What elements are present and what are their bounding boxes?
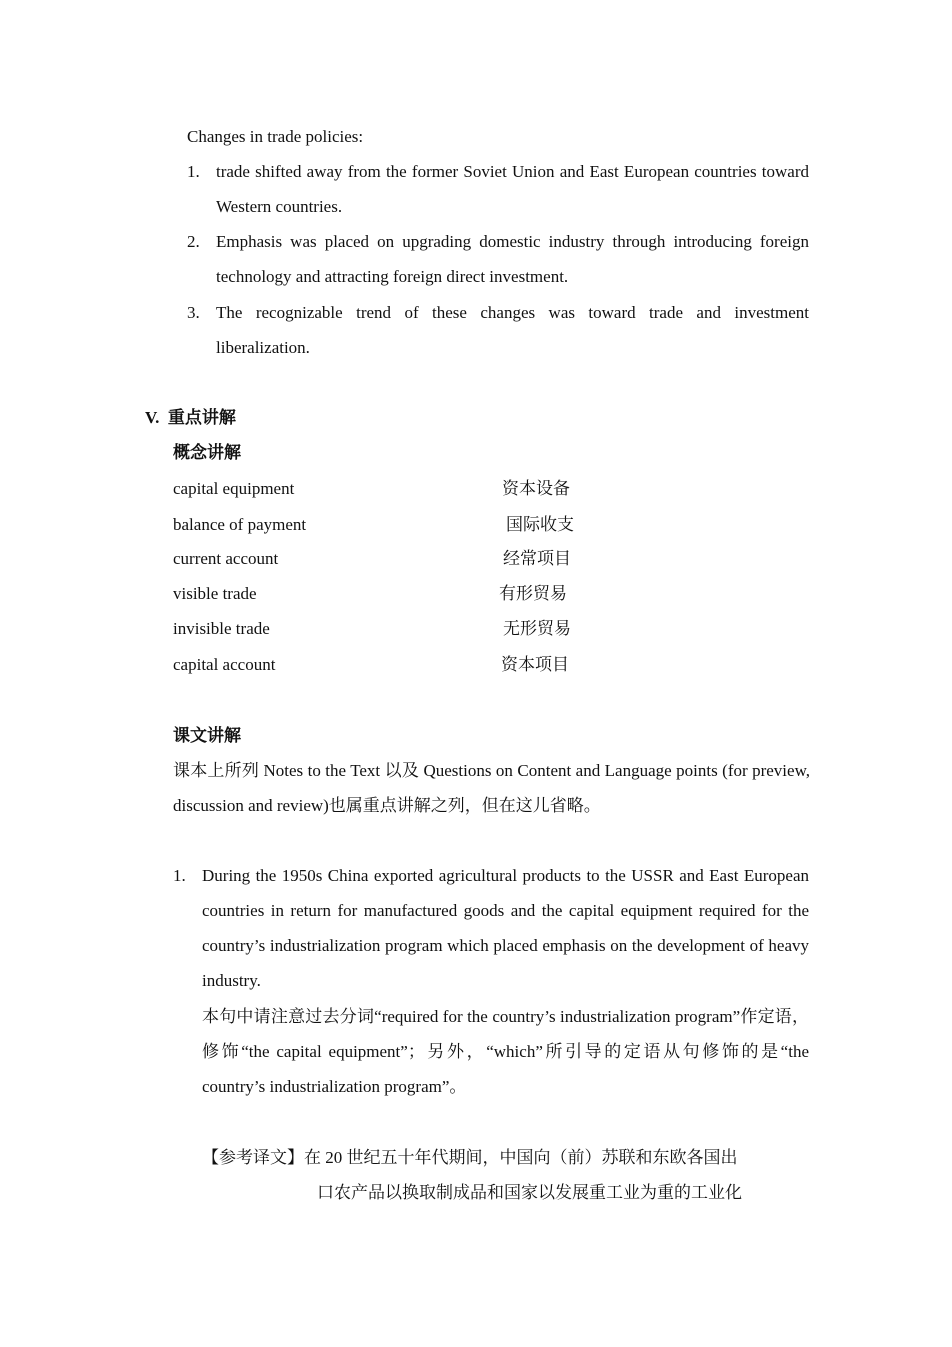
list-item-number: 2.	[187, 232, 200, 251]
term-english: balance of payment	[173, 515, 307, 534]
term-english: capital account	[173, 655, 276, 674]
note-sentence: During the 1950s China exported agricultural products to the USSR and East European countries in return for manufactured goods and the capital equipment required for the country’s industrialization program which placed emphasis on the development of heavy industry.	[202, 866, 809, 990]
term-chinese: 无形贸易	[503, 619, 571, 638]
term-chinese: 国际收支	[506, 515, 574, 534]
concepts-heading: 概念讲解	[173, 443, 241, 462]
list-item-number: 1.	[187, 162, 200, 181]
term-english: visible trade	[173, 584, 257, 603]
term-chinese: 经常项目	[503, 549, 571, 568]
term-chinese: 资本设备	[502, 479, 570, 498]
section-heading: V. 重点讲解	[145, 408, 236, 427]
translation-label: 【参考译文】	[202, 1148, 304, 1167]
translation-text: 在 20 世纪五十年代期间，中国向（前）苏联和东欧各国出	[304, 1148, 738, 1167]
term-chinese: 资本项目	[501, 655, 569, 674]
translation-continuation: 口农产品以换取制成品和国家以发展重工业为重的工业化	[317, 1183, 742, 1202]
note-number: 1.	[173, 866, 186, 885]
changes-heading: Changes in trade policies:	[187, 127, 364, 146]
translation-line	[202, 1140, 738, 1175]
list-item-number: 3.	[187, 303, 200, 322]
term-english: invisible trade	[173, 619, 270, 638]
term-chinese: 有形贸易	[499, 584, 567, 603]
list-item-text: trade shifted away from the former Soviet Union and East European countries toward Western countries.	[216, 162, 809, 216]
term-english: current account	[173, 549, 279, 568]
list-item-text: The recognizable trend of these changes was toward trade and investment liberalization.	[216, 303, 809, 357]
term-english: capital equipment	[173, 479, 295, 498]
list-item-text: Emphasis was placed on upgrading domestic industry through introducing foreign technology and attracting foreign direct investment.	[216, 232, 809, 286]
text-notes-intro: 课本上所列 Notes to the Text 以及 Questions on Content and Language points (for preview, discussion and review)也属重点讲解之列，但在这儿省略。	[173, 761, 810, 815]
note-explanation: 本句中请注意过去分词“required for the country’s industrialization program”作定语，修饰“the capital equipment”；另外，“which”所引导的定语从句修饰的是“the country’s industrialization program”。	[202, 1007, 809, 1096]
text-notes-heading: 课文讲解	[173, 726, 241, 745]
